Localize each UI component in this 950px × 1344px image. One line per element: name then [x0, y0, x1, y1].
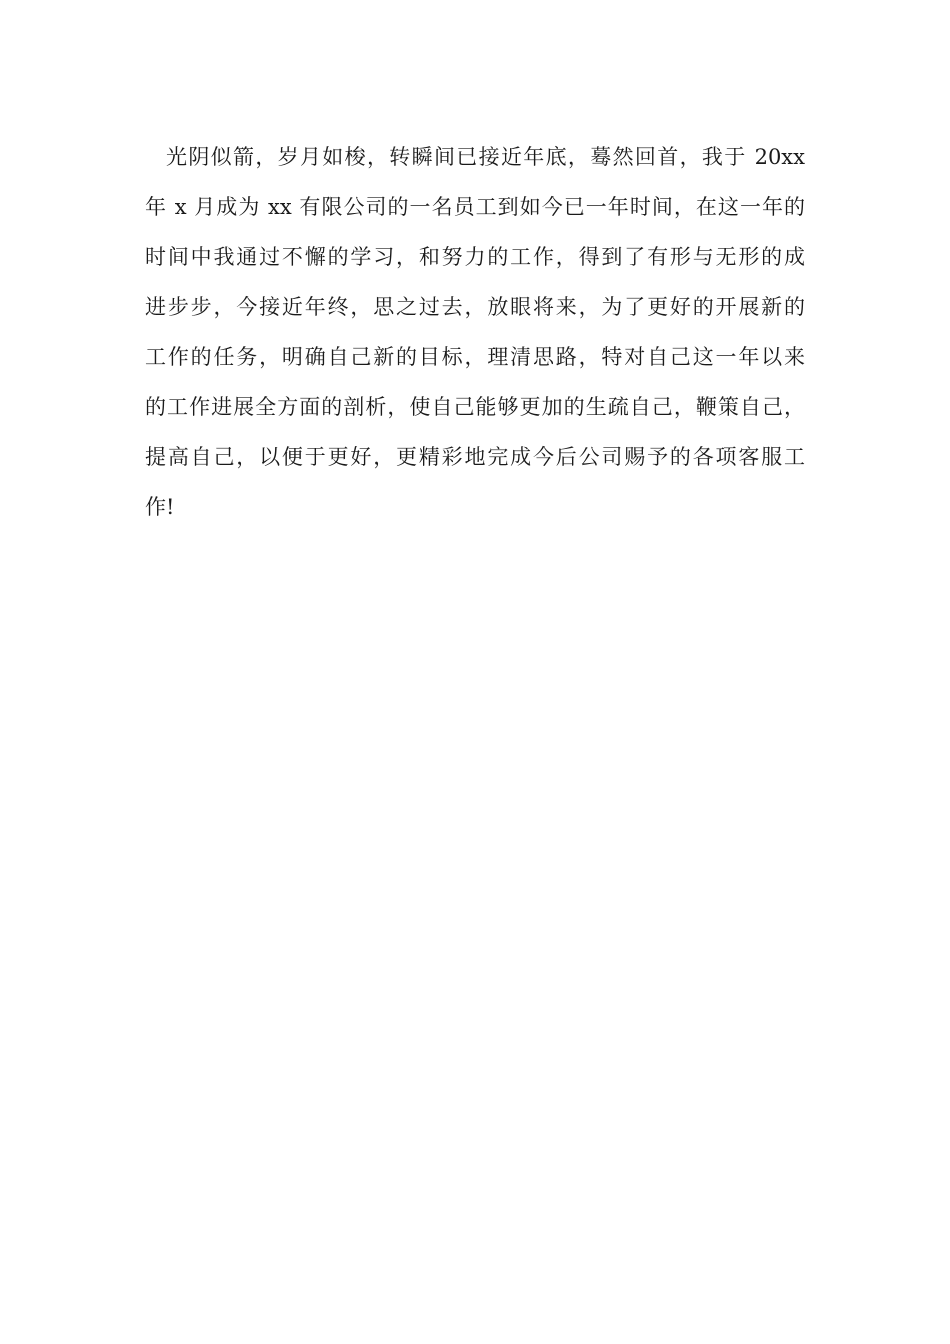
paragraph-line: 作!	[145, 495, 175, 519]
paragraph-line: 年 x 月成为 xx 有限公司的一名员工到如今已一年时间，在这一年的	[145, 195, 805, 219]
paragraph-line: 工作的任务，明确自己新的目标，理清思路，特对自己这一年以来	[145, 345, 805, 369]
paragraph-line: 的工作进展全方面的剖析，使自己能够更加的生疏自己，鞭策自己，	[145, 395, 805, 419]
paragraph-line: 光阴似箭，岁月如梭，转瞬间已接近年底，蓦然回首，我于 20xx	[166, 145, 805, 169]
paragraph-line: 时间中我通过不懈的学习，和努力的工作，得到了有形与无形的成	[145, 245, 805, 269]
body-paragraph	[145, 132, 805, 532]
paragraph-line: 提高自己，以便于更好，更精彩地完成今后公司赐予的各项客服工	[145, 445, 805, 469]
paragraph-line: 进步步，今接近年终，思之过去，放眼将来，为了更好的开展新的	[145, 295, 805, 319]
